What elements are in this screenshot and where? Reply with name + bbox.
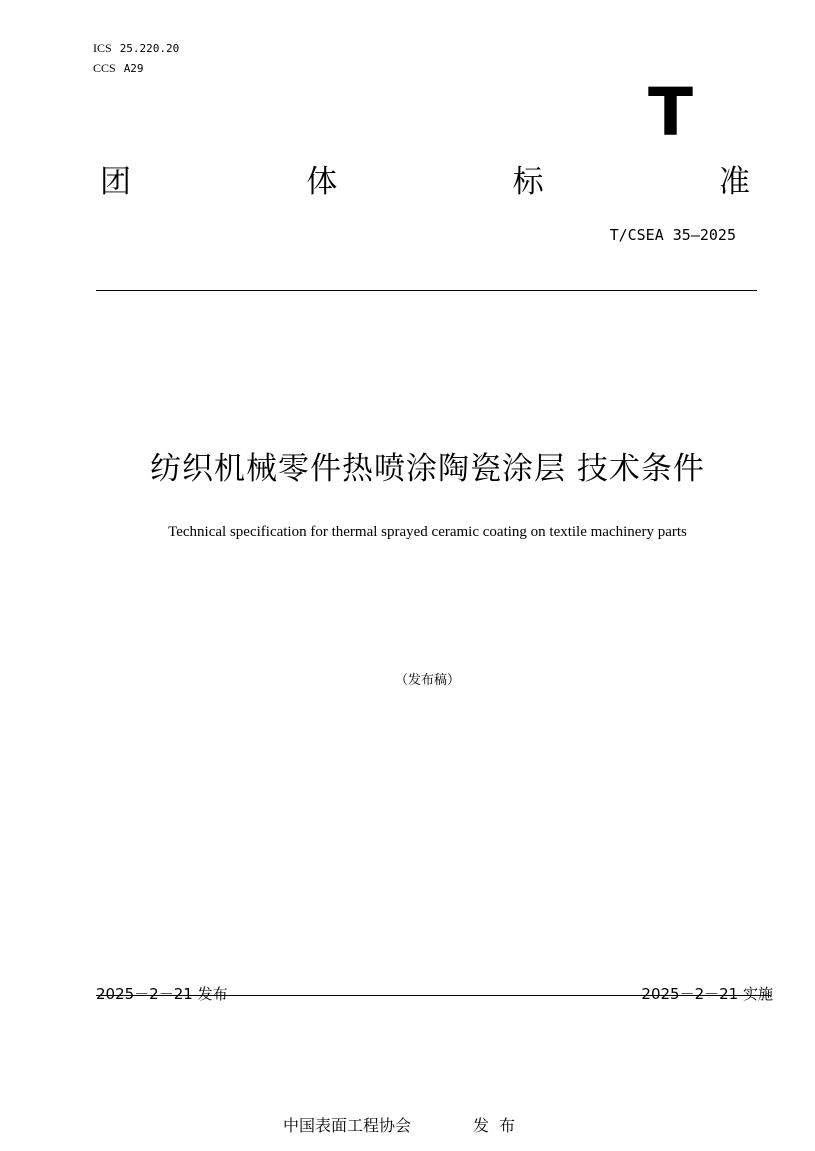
- ccs-line: [93, 61, 144, 76]
- draft-status: （发布稿）: [394, 673, 460, 688]
- title-english: Technical specification for thermal sprayed ceramic coating on textile machinery parts: [168, 524, 687, 540]
- issuer-name: 中国表面工程协会: [283, 1116, 412, 1135]
- publish-date: 2025－2－21 发布: [96, 985, 228, 1003]
- standard-logo-letter: T: [648, 74, 694, 151]
- implement-date: 2025－2－21 实施: [641, 985, 773, 1003]
- ics-label: ICS: [93, 41, 112, 55]
- standard-type-heading: [100, 158, 750, 198]
- standard-type-char: 团: [100, 163, 131, 200]
- ccs-code: A29: [123, 62, 144, 75]
- ics-line: [93, 41, 179, 56]
- ccs-label: CCS: [93, 61, 116, 75]
- top-divider: [96, 290, 757, 291]
- title-chinese: 纺织机械零件热喷涂陶瓷涂层 技术条件: [150, 451, 705, 487]
- standard-type-char: 体: [306, 163, 338, 200]
- issuer-action: 发布: [473, 1116, 526, 1135]
- ics-code: 25.220.20: [119, 42, 180, 55]
- standard-number: T/CSEA 35—2025: [609, 226, 736, 244]
- standard-type-char: 准: [718, 163, 750, 200]
- standard-type-char: 标: [512, 163, 544, 200]
